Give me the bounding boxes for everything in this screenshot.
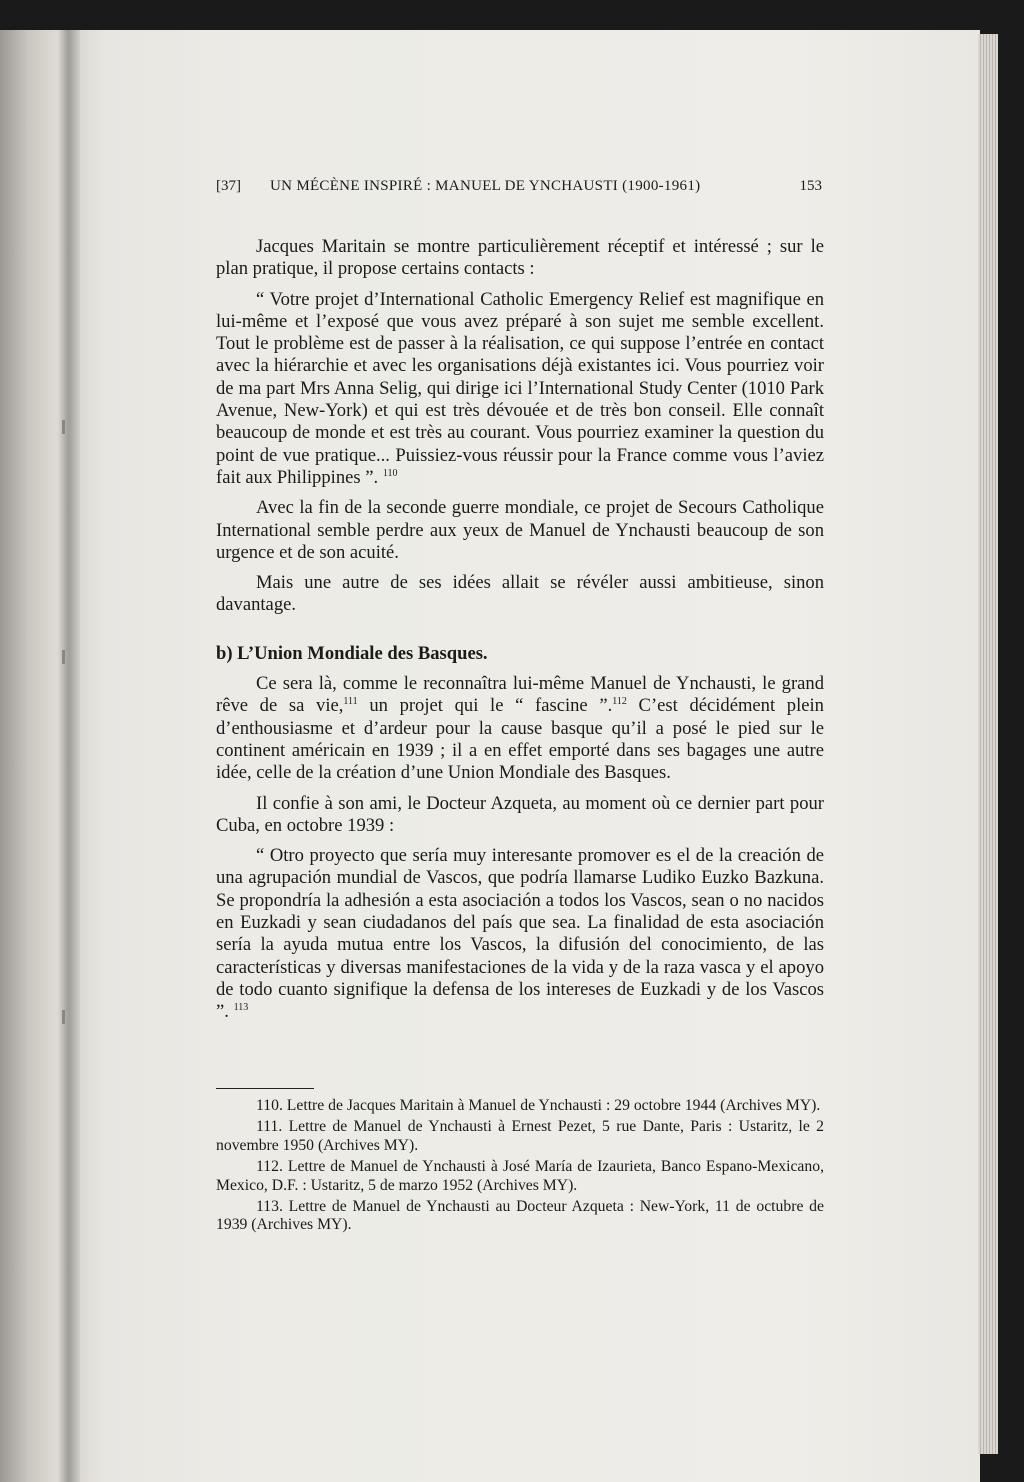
running-header xyxy=(216,178,822,202)
binding-stitch xyxy=(62,1010,65,1024)
binding-stitch xyxy=(62,420,65,434)
header-title: UN MÉCÈNE INSPIRÉ : MANUEL DE YNCHAUSTI (1900-1961) xyxy=(270,178,701,194)
paragraph: Mais une autre de ses idées allait se révéler aussi ambitieuse, sinon davantage. xyxy=(216,572,824,616)
paragraph xyxy=(216,673,824,784)
quote-text: “ Otro proyecto que sería muy interesante promover es el de la creación de una agrupación mundial de Vascos, que podría llamarse Ludiko Euzko Bazkuna. Se propondría la adhesión a esta asociación a todos los Vascos, sean o no nacidos en Euzkadi y sean ciudadanos del país que sea. La finalidad de esta asociación sería la ayuda mutua entre los Vascos, la difusión del conocimiento, de las características y diversas manifestaciones de la vida y de la raza vasca y el apoyo de todo cuanto signifique la defensa de los intereses de Euzkadi y de los Vascos ”. xyxy=(216,845,824,1023)
footnote-ref: 113 xyxy=(233,1002,249,1014)
paragraph: Avec la fin de la seconde guerre mondiale, ce projet de Secours Catholique International semble perdre aux yeux de Manuel de Ynchausti beaucoup de son urgence et de son acuité. xyxy=(216,497,824,563)
footnote: 111. Lettre de Manuel de Ynchausti à Ernest Pezet, 5 rue Dante, Paris : Ustaritz, le 2 novembre 1950 (Archives MY). xyxy=(216,1118,824,1154)
text-run: un projet qui le “ fascine ”. xyxy=(357,695,613,717)
footnote-ref: 112 xyxy=(612,696,627,708)
header-page-number: 153 xyxy=(799,178,822,194)
footnote: 112. Lettre de Manuel de Ynchausti à José María de Izaurieta, Banco Espano-Mexicano, Mexico, D.F. : Ustaritz, 5 de marzo 1952 (Archives MY). xyxy=(216,1158,824,1194)
paragraph: Jacques Maritain se montre particulièrement réceptif et intéressé ; sur le plan pratique, il propose certains contacts : xyxy=(216,236,824,280)
binding-stitch xyxy=(62,650,65,664)
paragraph: Il confie à son ami, le Docteur Azqueta, au moment où ce dernier part pour Cuba, en octobre 1939 : xyxy=(216,792,824,836)
page-edges xyxy=(978,34,998,1454)
header-page-ref: [37] xyxy=(216,178,241,194)
footnote-ref: 110 xyxy=(382,467,398,479)
text-run: C’est décidément plein d’enthousiasme et d’ardeur pour la cause basque qu’il a posé le pied sur le continent américain en 1939 ; il a en effet emporté dans ses bagages une autre idée, celle de la création d’une Union Mondiale des Basques. xyxy=(216,695,824,784)
quote-paragraph xyxy=(216,845,824,1023)
main-text xyxy=(216,236,824,1024)
quote-text: “ Votre projet d’International Catholic Emergency Relief est magnifique en lui-même et l’exposé que vous avez préparé à son sujet me semble excellent. Tout le problème est de passer à la réalisation, ce qui suppose l’entrée en contact avec la hiérarchie et avec les organisations déjà existantes ici. Vous pourriez voir de ma part Mrs Anna Selig, qui dirige ici l’International Study Center (1010 Park Avenue, New-York) et qui est très dévouée et de très bon conseil. Elle connaît beaucoup de monde et est très au courant. Vous pourriez examiner la question du point de vue pratique... Puissiez-vous réussir pour la France comme vous l’aviez fait aux Philippines ”. xyxy=(216,288,824,488)
quote-paragraph xyxy=(216,289,824,490)
text-run: Ce sera là, comme le reconnaîtra lui-même Manuel de Ynchausti, le grand rêve de sa vie, xyxy=(216,673,824,717)
section-heading: b) L’Union Mondiale des Basques. xyxy=(216,642,488,664)
footnote-ref: 111 xyxy=(343,696,358,708)
footnote: 113. Lettre de Manuel de Ynchausti au Docteur Azqueta : New-York, 11 de octubre de 1939 (Archives MY). xyxy=(216,1198,824,1234)
footnote-divider xyxy=(216,1088,314,1089)
book-spine-shadow xyxy=(58,30,80,1482)
footnotes xyxy=(216,1097,824,1238)
footnote: 110. Lettre de Jacques Maritain à Manuel de Ynchausti : 29 octobre 1944 (Archives MY). xyxy=(256,1097,821,1114)
